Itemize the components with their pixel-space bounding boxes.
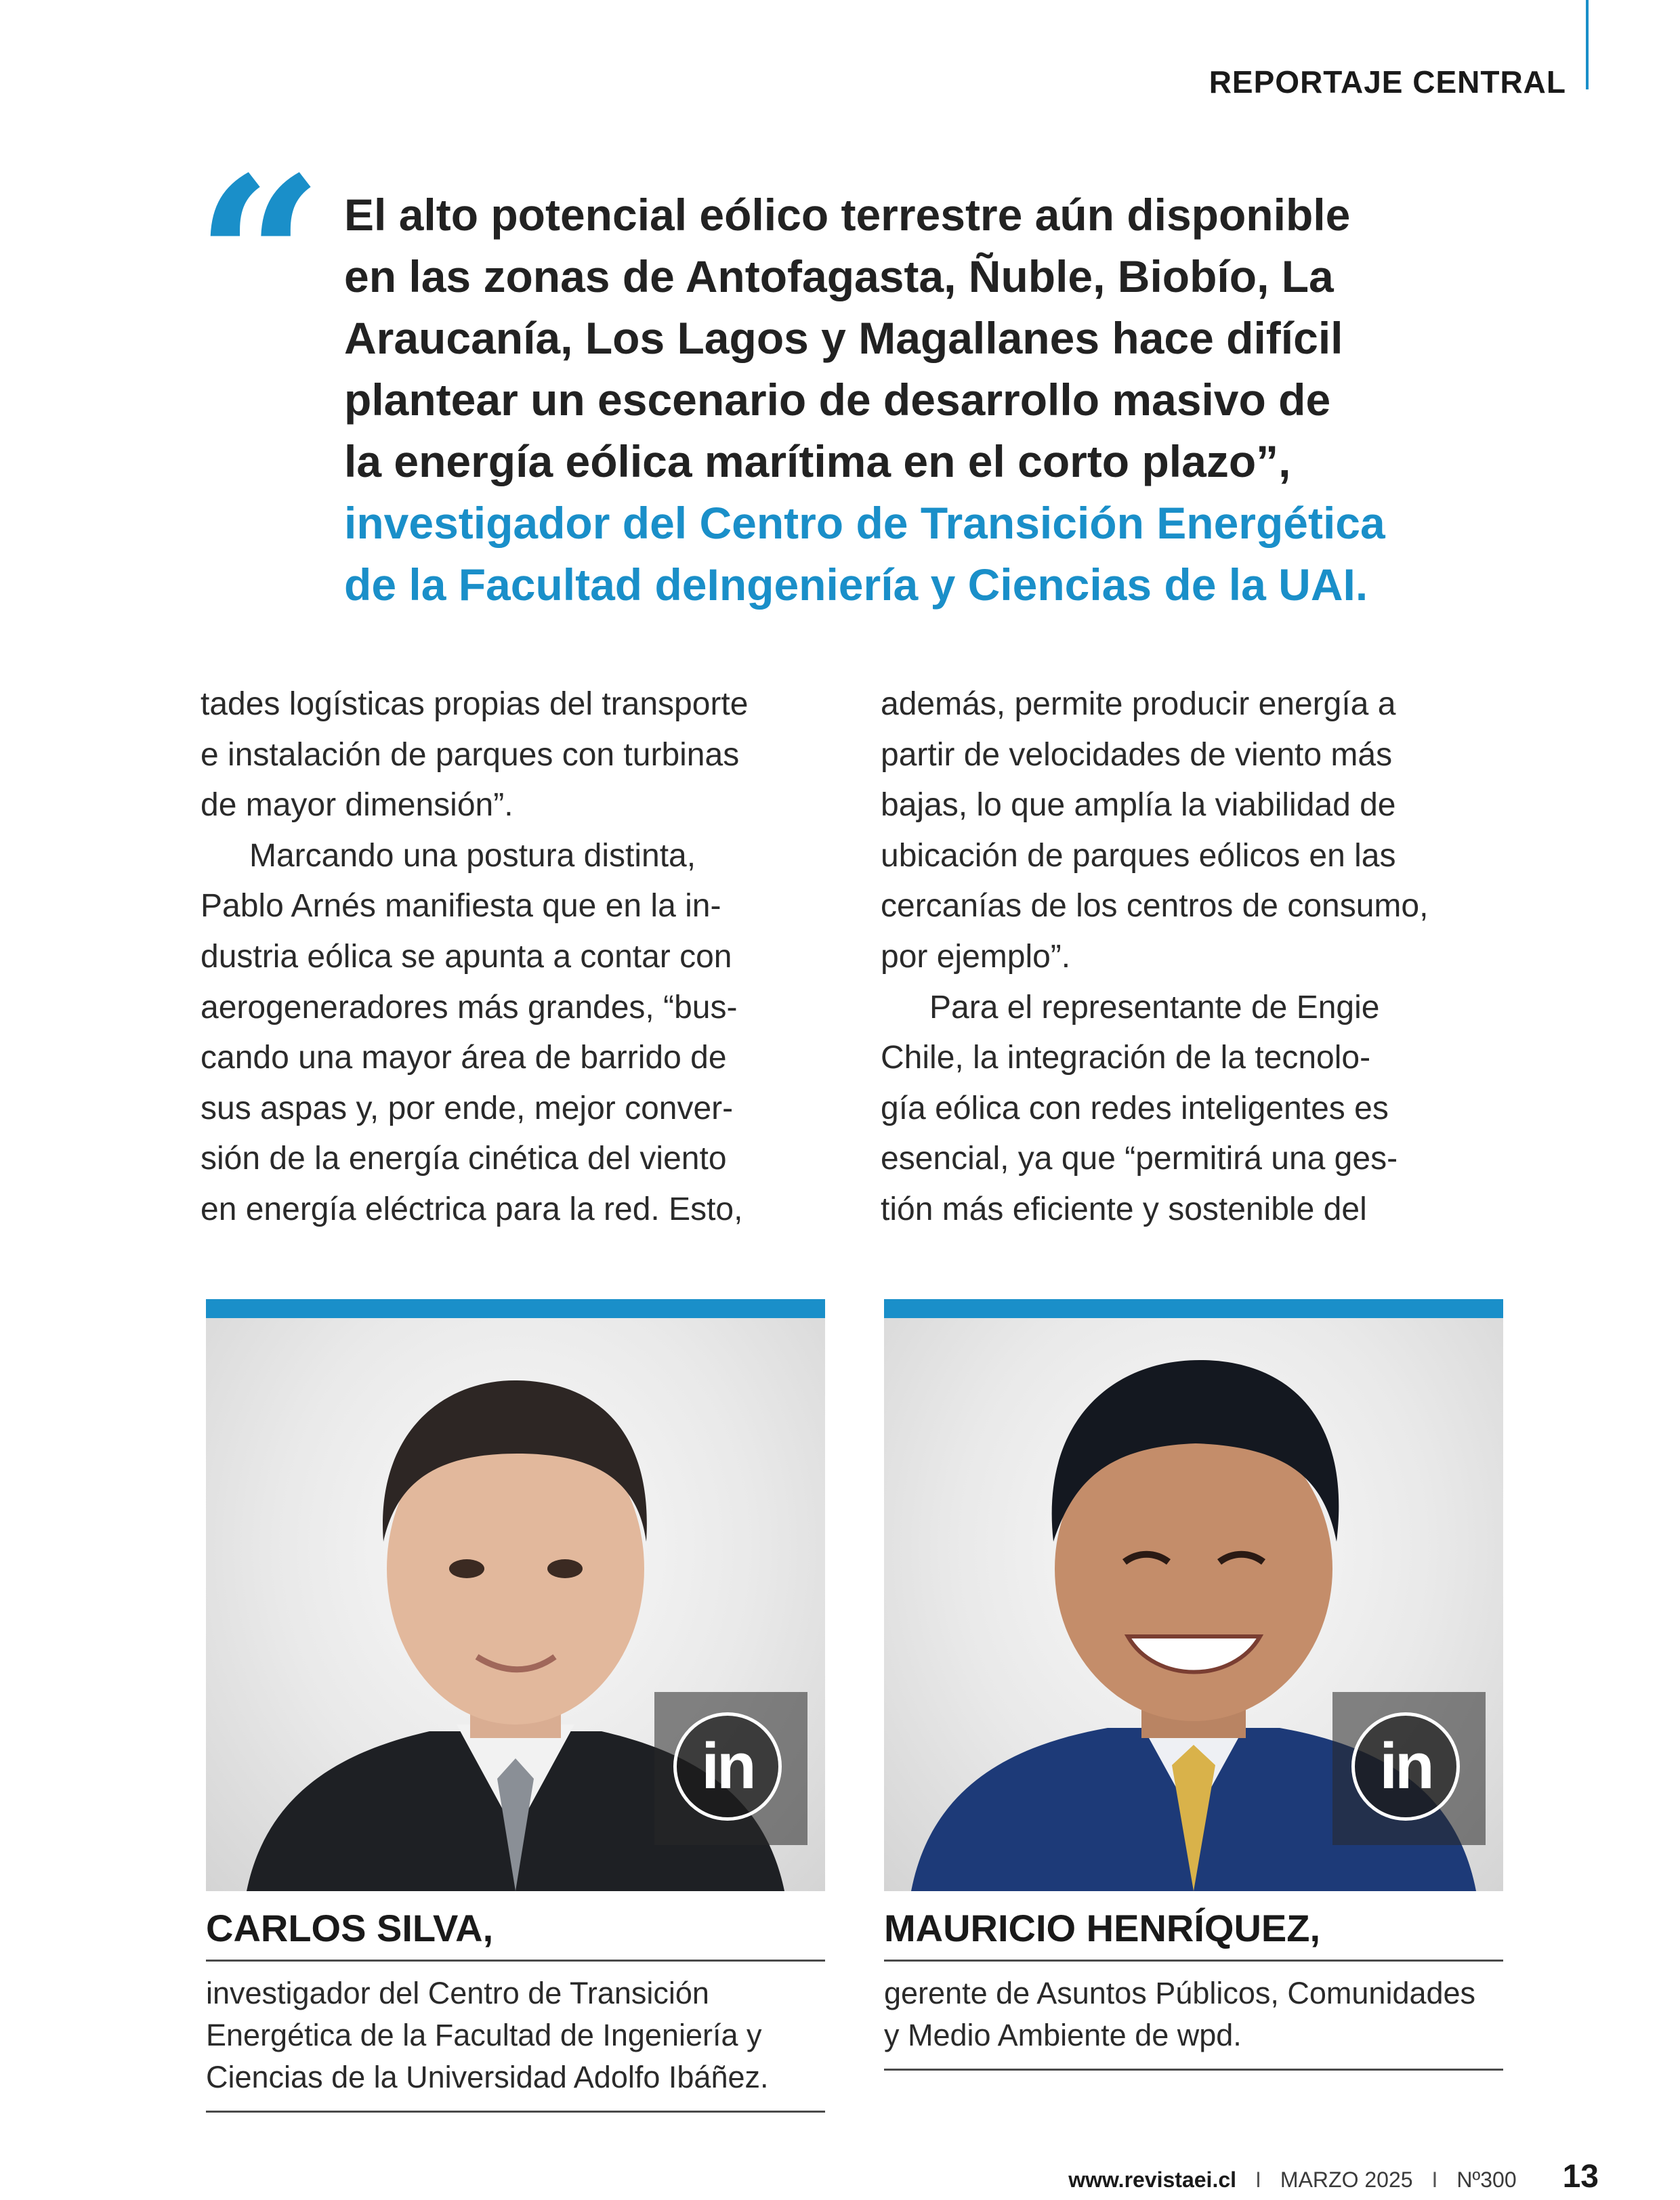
body-line: Marcando una postura distinta, <box>249 837 696 874</box>
role-line: y Medio Ambiente de wpd. <box>884 2018 1242 2052</box>
role-line: Ciencias de la Universidad Adolfo Ibáñez. <box>206 2060 769 2094</box>
body-line: de mayor dimensión”. <box>201 787 513 824</box>
body-line: tades logísticas propias del transporte <box>201 686 749 722</box>
linkedin-icon[interactable]: in <box>673 1712 782 1821</box>
body-line: además, permite producir energía a <box>881 686 1396 722</box>
body-line: esencial, ya que “permitirá una ges- <box>881 1141 1398 1177</box>
body-line: Chile, la integración de la tecnolo- <box>881 1040 1371 1076</box>
linkedin-badge[interactable] <box>654 1692 807 1845</box>
body-line: sión de la energía cinética del viento <box>201 1141 727 1177</box>
body-line: en energía eléctrica para la red. Esto, <box>201 1191 743 1227</box>
quote-attribution: de la Facultad deIngeniería y Ciencias de la UAI. <box>344 559 1368 610</box>
quote-line: Araucanía, Los Lagos y Magallanes hace difícil <box>344 313 1343 363</box>
body-line: Pablo Arnés manifiesta que en la in- <box>201 888 721 925</box>
body-column-right <box>881 679 1531 1235</box>
quote-line: plantear un escenario de desarrollo masivo de <box>344 375 1331 425</box>
body-line: aerogeneradores más grandes, “bus- <box>201 989 738 1025</box>
portrait-photo <box>206 1318 825 1891</box>
portrait-photo <box>884 1318 1503 1891</box>
quote-line: la energía eólica marítima en el corto plazo”, <box>344 436 1291 486</box>
body-line: bajas, lo que amplía la viabilidad de <box>881 787 1396 824</box>
footer-separator: I <box>1255 2167 1261 2192</box>
photo-accent-bar <box>884 1299 1503 1318</box>
pull-quote <box>344 184 1523 616</box>
section-label: REPORTAJE CENTRAL <box>1209 64 1566 100</box>
profile-role <box>206 1962 825 2113</box>
role-line: Energética de la Facultad de Ingeniería y <box>206 2018 762 2052</box>
quote-mark-icon: “ <box>195 128 324 391</box>
role-line: gerente de Asuntos Públicos, Comunidades <box>884 1976 1476 2010</box>
profile-role <box>884 1962 1503 2071</box>
page-number: 13 <box>1562 2159 1599 2195</box>
profile-name: MAURICIO HENRÍQUEZ, <box>884 1906 1503 1962</box>
photo-accent-bar <box>206 1299 825 1318</box>
quote-line: El alto potencial eólico terrestre aún disponible <box>344 190 1351 240</box>
profile-name: CARLOS SILVA, <box>206 1906 825 1962</box>
body-column-left <box>201 679 851 1235</box>
footer-issue: Nº300 <box>1456 2167 1517 2192</box>
body-line: ubicación de parques eólicos en las <box>881 837 1396 874</box>
body-line: gía eólica con redes inteligentes es <box>881 1090 1389 1126</box>
footer-month: MARZO 2025 <box>1280 2167 1413 2192</box>
linkedin-icon[interactable]: in <box>1351 1712 1460 1821</box>
page-footer <box>1068 2158 1599 2195</box>
role-line: investigador del Centro de Transición <box>206 1976 709 2010</box>
body-line: Para el representante de Engie <box>929 989 1380 1025</box>
footer-website-link[interactable]: www.revistaei.cl <box>1068 2167 1237 2192</box>
linkedin-badge[interactable] <box>1332 1692 1486 1845</box>
profile-card-mauricio-henriquez <box>884 1299 1503 2071</box>
quote-attribution: investigador del Centro de Transición Energética <box>344 498 1385 548</box>
body-line: cercanías de los centros de consumo, <box>881 888 1429 925</box>
body-line: tión más eficiente y sostenible del <box>881 1191 1367 1227</box>
profile-card-carlos-silva <box>206 1299 825 2113</box>
body-line: e instalación de parques con turbinas <box>201 736 740 773</box>
quote-line: en las zonas de Antofagasta, Ñuble, Biobío, La <box>344 251 1334 301</box>
header-accent-rule <box>1586 0 1589 89</box>
footer-separator: I <box>1431 2167 1438 2192</box>
body-line: cando una mayor área de barrido de <box>201 1040 727 1076</box>
body-line: por ejemplo”. <box>881 938 1071 975</box>
body-line: partir de velocidades de viento más <box>881 736 1393 773</box>
body-line: sus aspas y, por ende, mejor conver- <box>201 1090 734 1126</box>
body-line: dustria eólica se apunta a contar con <box>201 938 732 975</box>
